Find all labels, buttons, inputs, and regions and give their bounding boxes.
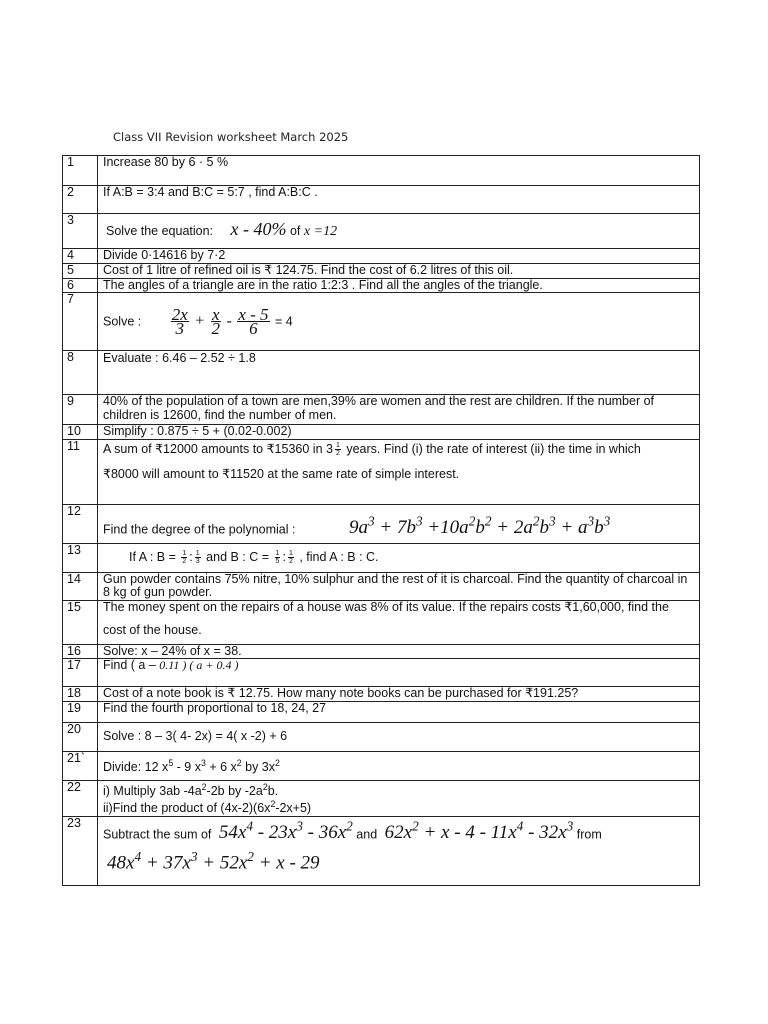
question-number: 11 xyxy=(63,439,98,504)
question-number: 2 xyxy=(63,186,98,214)
question-number: 3 xyxy=(63,214,98,249)
question-number: 6 xyxy=(63,278,98,293)
question-row xyxy=(63,816,700,885)
question-text: Solve the equation: x - 40% of x =12 xyxy=(98,214,700,249)
question-text: The angles of a triangle are in the ratio 1:2:3 . Find all the angles of the triangle. xyxy=(98,278,700,293)
question-row xyxy=(63,395,700,425)
question-number: 18 xyxy=(63,687,98,702)
question-number: 4 xyxy=(63,249,98,264)
question-text: If A:B = 3:4 and B:C = 5:7 , find A:B:C . xyxy=(98,186,700,214)
question-text: Subtract the sum of $54x^4 - 23x^3 - 36x^2$ and $62x^2 + x - 4 - 11x^4 - 32x^3$ from $48x^4 + 37x^3 + 52x^2 + x - 29$ xyxy=(98,816,700,885)
question-row xyxy=(63,351,700,395)
question-text: A sum of ₹12000 amounts to ₹15360 in 3 $\frac{1}{2}$ years. Find (i) the rate of interest (ii) the time in which ₹8000 will amount to ₹11520 at the same rate of simple interest. xyxy=(98,439,700,504)
question-row xyxy=(63,278,700,293)
question-row xyxy=(63,264,700,279)
question-number: 13 xyxy=(63,543,98,572)
question-row xyxy=(63,214,700,249)
question-text: Find the fourth proportional to 18, 24, 27 xyxy=(98,701,700,722)
question-number: 23 xyxy=(63,816,98,885)
question-row xyxy=(63,543,700,572)
question-text: The money spent on the repairs of a house was 8% of its value. If the repairs costs ₹1,60,000, find the cost of the house. xyxy=(98,600,700,644)
question-number: 5 xyxy=(63,264,98,279)
question-row xyxy=(63,439,700,504)
question-row xyxy=(63,722,700,751)
question-row xyxy=(63,425,700,440)
question-text: Solve : 8 – 3( 4- 2x) = 4( x -2) + 6 xyxy=(98,722,700,751)
question-number: 8 xyxy=(63,351,98,395)
question-number: 1 xyxy=(63,156,98,186)
question-row xyxy=(63,156,700,186)
question-row xyxy=(63,186,700,214)
question-number: 19 xyxy=(63,701,98,722)
question-row xyxy=(63,293,700,351)
question-row xyxy=(63,600,700,644)
question-row xyxy=(63,701,700,722)
question-row xyxy=(63,572,700,600)
question-text: Solve: x – 24% of x = 38. xyxy=(98,644,700,659)
question-text: Solve : $\frac{2x}{3}$ + $\frac{x}{2}$ - $\frac{x - 5}{6}$ = 4 xyxy=(98,293,700,351)
question-text: Divide: 12 $x^5 - 9$ $x^3 + 6$ $x^2$ by $3x^2$ xyxy=(98,751,700,780)
question-text: Increase 80 by 6 · 5 % xyxy=(98,156,700,186)
question-number: 12 xyxy=(63,504,98,543)
question-text: 40% of the population of a town are men,39% are women and the rest are children. If the number of children is 12600, find the number of men. xyxy=(98,395,700,425)
question-row xyxy=(63,249,700,264)
question-row xyxy=(63,644,700,659)
question-number: 21` xyxy=(63,751,98,780)
question-number: 22 xyxy=(63,780,98,816)
question-number: 15 xyxy=(63,600,98,644)
question-number: 10 xyxy=(63,425,98,440)
question-row xyxy=(63,659,700,687)
worksheet-title: Class VII Revision worksheet March 2025 xyxy=(113,130,349,144)
question-number: 17 xyxy=(63,659,98,687)
question-row xyxy=(63,780,700,816)
question-row xyxy=(63,687,700,702)
questions-table xyxy=(62,155,700,886)
question-text: Evaluate : 6.46 – 2.52 ÷ 1.8 xyxy=(98,351,700,395)
question-number: 16 xyxy=(63,644,98,659)
question-row xyxy=(63,504,700,543)
question-text: Find ( a – 0.11 ) ( a + 0.4 ) xyxy=(98,659,700,687)
question-text: If A : B = $\frac{1}{2}$ : $\frac{1}{3}$ and B : C = $\frac{1}{5}$ : $\frac{1}{2}$ , find A : B : C. xyxy=(98,543,700,572)
question-row xyxy=(63,751,700,780)
question-number: 7 xyxy=(63,293,98,351)
question-text: Cost of a note book is ₹ 12.75. How many note books can be purchased for ₹191.25? xyxy=(98,687,700,702)
question-text: Cost of 1 litre of refined oil is ₹ 124.75. Find the cost of 6.2 litres of this oil. xyxy=(98,264,700,279)
question-text: Find the degree of the polynomial : $9a^3 + 7b^3 +10a^2b^2 + 2a^2b^3 + a^3b^3$ xyxy=(98,504,700,543)
question-number: 9 xyxy=(63,395,98,425)
question-number: 14 xyxy=(63,572,98,600)
question-text: Simplify : 0.875 ÷ 5 + (0.02-0.002) xyxy=(98,425,700,440)
question-number: 20 xyxy=(63,722,98,751)
question-text: i) Multiply 3ab $-4a^2-2b$ by $-2a^2b$. ii)Find the product of $(4x-2)(6x^2-2x+5)$ xyxy=(98,780,700,816)
question-text: Gun powder contains 75% nitre, 10% sulphur and the rest of it is charcoal. Find the quantity of charcoal in 8 kg of gun powder. xyxy=(98,572,700,600)
question-text: Divide 0·14616 by 7·2 xyxy=(98,249,700,264)
